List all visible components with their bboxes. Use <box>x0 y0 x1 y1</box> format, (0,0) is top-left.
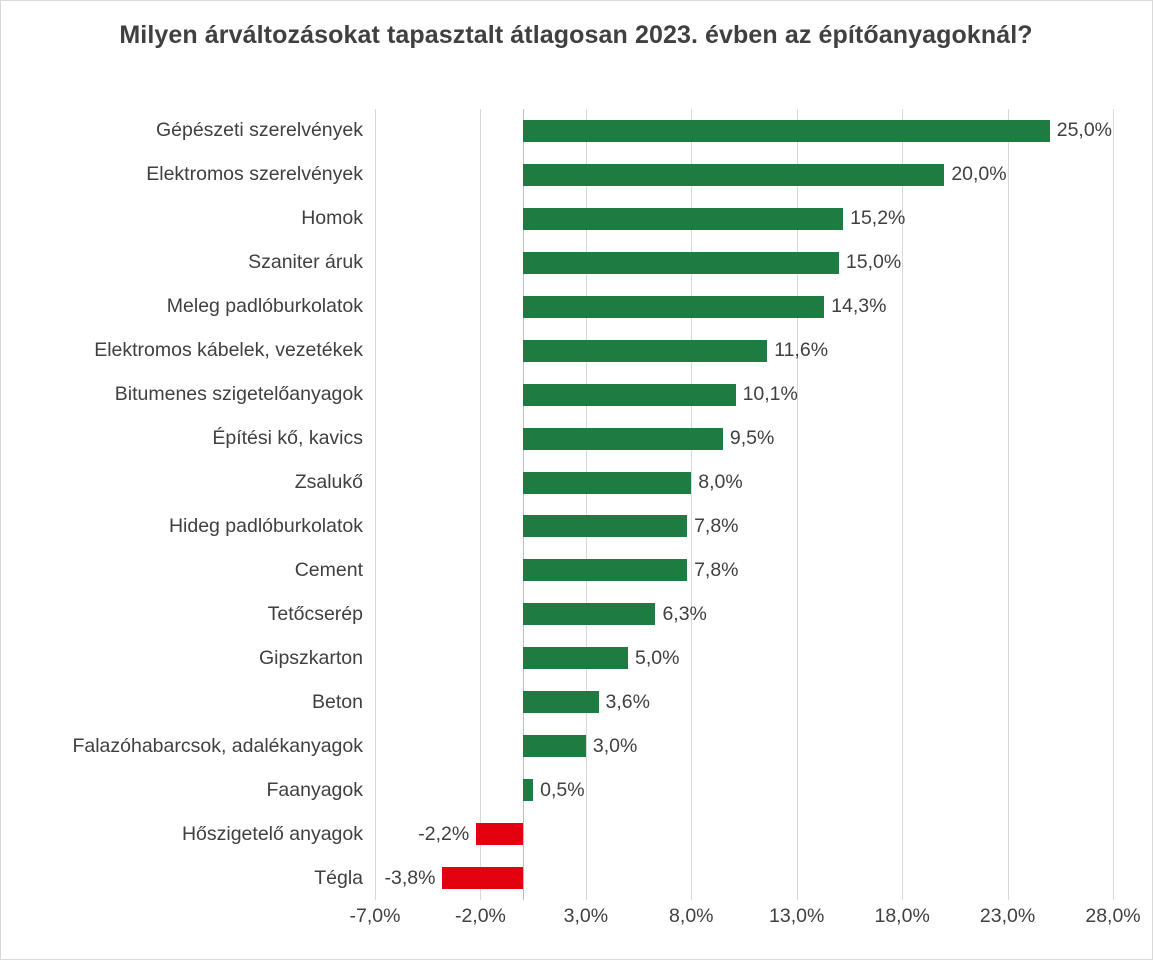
category-label: Hideg padlóburkolatok <box>168 514 363 537</box>
bar[interactable] <box>523 779 534 801</box>
bar[interactable] <box>523 559 687 581</box>
x-axis-tick-label: 13,0% <box>769 905 825 927</box>
category-label: Tetőcserép <box>267 602 363 625</box>
category-label: Meleg padlóburkolatok <box>166 295 363 318</box>
category-label: Falazóhabarcsok, adalékanyagok <box>72 734 363 757</box>
bar-row <box>375 329 1113 373</box>
bar-value-label: 14,3% <box>831 295 887 318</box>
bar-row <box>375 109 1113 153</box>
bar-value-label: 0,5% <box>540 778 585 801</box>
category-label: Építési kő, kavics <box>212 427 363 450</box>
bar[interactable] <box>442 867 522 889</box>
bar[interactable] <box>523 691 599 713</box>
bar-row <box>375 505 1113 549</box>
bar-value-label: 10,1% <box>742 383 798 406</box>
bar-value-label: 15,0% <box>845 251 902 274</box>
bar[interactable] <box>523 252 839 274</box>
bar-row <box>375 592 1113 636</box>
bar-value-label: 5,0% <box>635 646 680 669</box>
bar-value-label: 9,5% <box>729 427 775 450</box>
bar-row <box>375 856 1113 900</box>
category-label: Faanyagok <box>266 778 363 801</box>
bar-value-label: 8,0% <box>698 471 743 494</box>
category-label: Szaniter áruk <box>248 251 363 274</box>
bar[interactable] <box>523 340 768 362</box>
bar-row <box>375 768 1113 812</box>
bar-row <box>375 461 1113 505</box>
bar[interactable] <box>523 647 628 669</box>
bar[interactable] <box>523 428 723 450</box>
category-label: Cement <box>294 558 363 581</box>
bar-value-label: 15,2% <box>850 207 906 230</box>
bar-row <box>375 241 1113 285</box>
bar-value-label: 6,3% <box>662 602 707 625</box>
category-label: Zsalukő <box>294 471 363 494</box>
category-label: Hőszigetelő anyagok <box>181 822 363 845</box>
bar-row <box>375 197 1113 241</box>
x-axis-tick-label: 8,0% <box>669 905 714 927</box>
bar[interactable] <box>523 296 825 318</box>
bar-value-label: 3,6% <box>605 690 650 713</box>
bar[interactable] <box>523 120 1050 142</box>
bar-row <box>375 285 1113 329</box>
bar-value-label: 7,8% <box>694 514 739 537</box>
bar-row <box>375 636 1113 680</box>
x-axis-tick-label: 23,0% <box>979 905 1036 927</box>
x-axis-tick-label: 28,0% <box>1085 905 1141 927</box>
x-axis-tick-label: -2,0% <box>454 905 506 927</box>
bar-row <box>375 680 1113 724</box>
category-label: Gipszkarton <box>258 646 363 669</box>
plot-area <box>375 109 1113 900</box>
chart-title: Milyen árváltozásokat tapasztalt átlagosan 2023. évben az építőanyagoknál? <box>119 21 1033 49</box>
bar[interactable] <box>523 208 844 230</box>
x-axis-tick-label: -7,0% <box>349 905 401 927</box>
bar-value-label: -2,2% <box>418 822 470 845</box>
x-axis <box>349 904 1141 934</box>
bar-value-label: 25,0% <box>1056 119 1113 142</box>
bar[interactable] <box>523 735 586 757</box>
x-axis-tick-label: 3,0% <box>563 905 609 927</box>
bar-row <box>375 373 1113 417</box>
category-label: Gépészeti szerelvények <box>155 119 363 142</box>
bar-row <box>375 548 1113 592</box>
bar[interactable] <box>523 164 945 186</box>
bar-row <box>375 724 1113 768</box>
category-label: Tégla <box>314 866 363 889</box>
bar[interactable] <box>523 603 656 625</box>
category-label: Beton <box>312 690 363 713</box>
bar-value-label: 20,0% <box>951 163 1007 186</box>
bar[interactable] <box>523 472 692 494</box>
bar-value-label: 11,6% <box>774 339 829 362</box>
category-label: Elektromos szerelvények <box>146 163 363 186</box>
category-label: Bitumenes szigetelőanyagok <box>114 383 363 406</box>
bar[interactable] <box>523 515 687 537</box>
bar-value-label: 3,0% <box>592 734 638 757</box>
bar-row <box>375 417 1113 461</box>
x-axis-tick-label: 18,0% <box>874 905 930 927</box>
category-label: Homok <box>301 207 363 230</box>
gridline <box>1113 109 1114 900</box>
bar[interactable] <box>476 823 522 845</box>
category-axis <box>1 109 363 900</box>
bar[interactable] <box>523 384 736 406</box>
bar-value-label: -3,8% <box>384 866 436 889</box>
category-label: Elektromos kábelek, vezetékek <box>94 339 363 362</box>
bar-row <box>375 153 1113 197</box>
bar-row <box>375 812 1113 856</box>
bar-value-label: 7,8% <box>694 558 739 581</box>
